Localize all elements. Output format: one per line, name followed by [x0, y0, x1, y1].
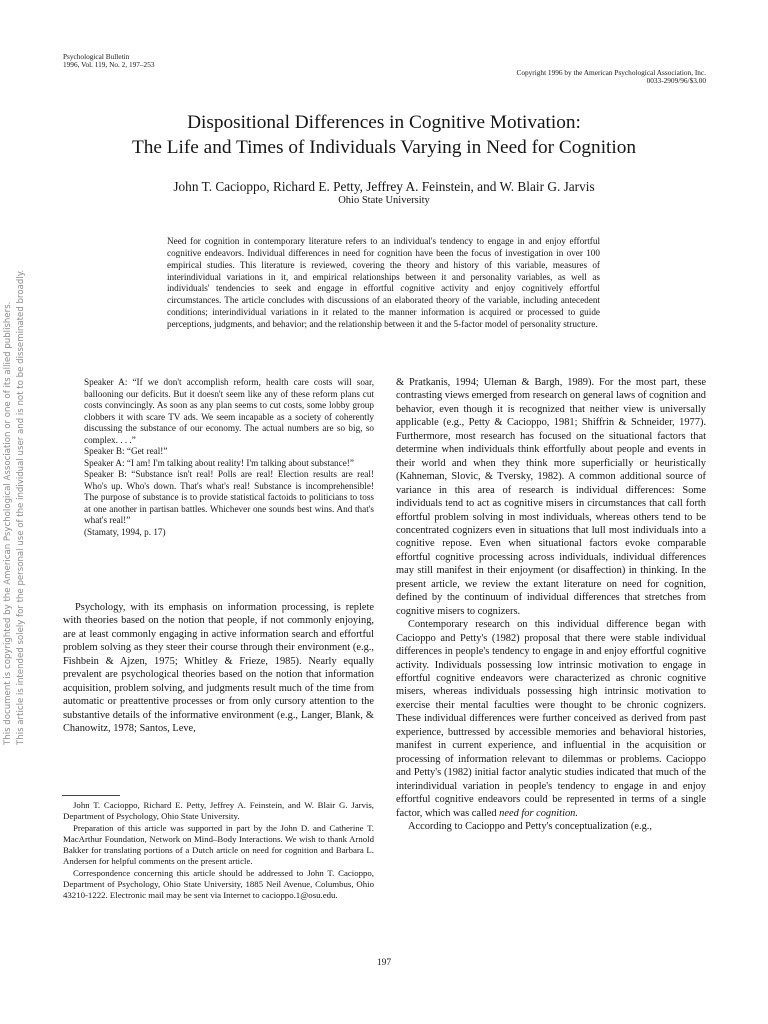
- footnote-correspondence: Correspondence concerning this article should be addressed to John T. Cacioppo, Department of Psychology, Ohio State University, 1885 Neil Avenue, Columbus, Ohio 43210-1222. Electronic mail may be sent via Internet to cacioppo.1@osu.edu.: [63, 867, 374, 901]
- title-line-2: The Life and Times of Individuals Varying in Need for Cognition: [131, 137, 637, 158]
- journal-citation: 1996, Vol. 119, No. 2, 197–253: [63, 60, 155, 70]
- body-text: Contemporary research on this individual difference began with Cacioppo and Petty's (1982) proposal that there were stable individual differences in people's tendency to engage in and enjoy effortful cognitive activity. Individuals possessing low intrinsic motivation to engage in effortful cognitive endeavors were characterized as chronic cognitive misers, whereas individuals possessing high intrinsic motivation to exercise their mental faculties were thought to be chronic cognizers. These individual differences were further conceived as derived from past experience, buttressed by accessible memories and behavioral histories, manifest in current experience, and influential in the acquisition or processing of information relevant to dilemmas or problems. Cacioppo and Petty's (1982) initial factor analytic studies indicated that much of the interindividual variation in people's tendency to engage in and enjoy effortful cognitive endeavors could be represented in terms of a single factor, which was called: [396, 619, 706, 819]
- left-column-body: [63, 601, 374, 736]
- body-paragraph: & Pratkanis, 1994; Uleman & Bargh, 1989). For the most part, these contrasting views emerged from research on general laws of cognition and behavior, even though it is recognized that neither view is universally applicable (e.g., Petty & Cacioppo, 1981; Shiffrin & Schneider, 1977). Furthermore, most research has focused on the situational factors that determine when individuals think effortfully about people and events in their world and when they think more superficially or heuristically (Kahneman, Slovic, & Tversky, 1982). A common additional source of variance in this area of research is individual differences: Some individuals tend to act as cognitive misers in circumstances that call forth effortful problem solving in most individuals, whereas others tend to be concentrated cognizers even in situations that lull most individuals into a cognitive repose. Even when situational factors evoke comparable effortful cognitive processing across individuals, individual differences may still manifest in their enjoyment (or disaffection) in thinking. In the present article, we review the extant literature on need for cognition, defined by the continuum of individual differences that stretches from cognitive misers to cognizers.: [396, 377, 706, 617]
- journal-name: Psychological Bulletin: [63, 52, 130, 61]
- affiliation: Ohio State University: [338, 195, 430, 206]
- epigraph-speaker-a-2: Speaker A: “I am! I'm talking about reality! I'm talking about substance!”: [84, 457, 354, 468]
- epigraph-speaker-b-1: Speaker B: “Get real!”: [84, 446, 168, 456]
- footnotes: [63, 800, 374, 902]
- footnote-rule: [62, 795, 120, 796]
- side-notice-line-1: This document is copyrighted by the American Psychological Association or one of its allied publishers.: [3, 301, 13, 745]
- copyright-header: [420, 69, 706, 86]
- price-code: 0033-2909/96/$3.00: [646, 76, 706, 86]
- side-notice-line-2: This article is intended solely for the personal use of the individual user and is not to be disseminated broadly.: [15, 269, 26, 745]
- copyright-side-notice: [0, 0, 38, 1024]
- epigraph-speaker-a-1: Speaker A: “If we don't accomplish reform, health care costs will soar, ballooning our deficits. But it doesn't seem like any of these reform plans cut costs convincingly. As soon as any plan seems to cut costs, some lobby group clobbers it with scare TV ads. We seem incapable as a society of coherently discussing the substance of our economy. The actual numbers are so big, so complex. . . .”: [84, 377, 374, 445]
- body-paragraph: [396, 618, 706, 820]
- italic-term: need for cognition.: [499, 807, 578, 819]
- abstract: Need for cognition in contemporary literature refers to an individual's tendency to engage in and enjoy effortful cognitive endeavors. Individual differences in need for cognition have been the focus of investigation in over 100 empirical studies. This literature is reviewed, covering the theory and history of this variable, measures of interindividual variations in it, and empirical relationships between it and personality variables, as well as individuals' tendencies to seek and engage in effortful cognitive activity and enjoy cognitively effortful circumstances. The article concludes with discussions of an elaborated theory of the variable, including antecedent conditions; interindividual variations in it related to the manner information is acquired or processed to guide perceptions, judgments, and behavior; and the relationship between it and the 5-factor model of personality structure.: [167, 236, 600, 329]
- title-line-1: Dispositional Differences in Cognitive Motivation:: [187, 112, 581, 133]
- body-paragraph: Psychology, with its emphasis on information processing, is replete with theories based on the notion that people, if not commonly enjoying, are at least commonly engaging in active information search and effortful problem solving as they steer their course through their environment (e.g., Fishbein & Ajzen, 1975; Whitley & Frieze, 1985). Nearly equally prevalent are psychological theories based on the notion that information acquisition, problem solving, and judgments result much of the time from automatic or preattentive processes or from only cursory attention to the substantive details of the informative environment (e.g., Langer, Blank, & Chanowitz, 1978; Santos, Leve,: [63, 602, 374, 735]
- page-number: 197: [376, 958, 392, 968]
- epigraph: [84, 377, 374, 538]
- epigraph-speaker-b-2: Speaker B: “Substance isn't real! Polls are real! Election results are real! Who's up. Who's down. That's what's real! Substance is incomprehensible! The purpose of substance is to provide statistical factoids to politicians to toss at one another in partisan battles. Whichever one sounds best wins. And that's what's real!”: [84, 469, 374, 525]
- body-paragraph: According to Cacioppo and Petty's conceptualization (e.g.,: [408, 820, 652, 832]
- right-column-body: [396, 376, 706, 833]
- footnote-affiliations: John T. Cacioppo, Richard E. Petty, Jeffrey A. Feinstein, and W. Blair G. Jarvis, Department of Psychology, Ohio State University.: [63, 800, 374, 822]
- journal-header: [63, 53, 155, 70]
- epigraph-citation: (Stamaty, 1994, p. 17): [84, 526, 166, 537]
- article-title: [40, 110, 728, 160]
- footnote-support: Preparation of this article was supported in part by the John D. and Catherine T. MacArthur Foundation, Network on Mind–Body Interactions. We wish to thank Arnold Bakker for translating portions of a Dutch article on need for cognition and Barbara L. Andersen for helpful comments on the present article.: [63, 822, 374, 867]
- copyright-line: Copyright 1996 by the American Psychological Association, Inc.: [516, 68, 706, 77]
- authors: John T. Cacioppo, Richard E. Petty, Jeffrey A. Feinstein, and W. Blair G. Jarvis: [173, 179, 595, 194]
